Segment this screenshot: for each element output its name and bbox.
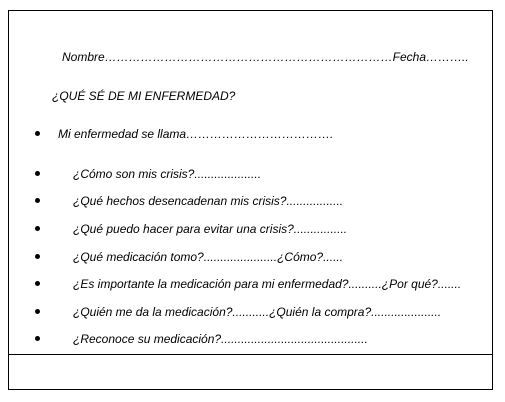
bullet-marker xyxy=(35,131,40,136)
list-item: ¿Reconoce su medicación?............................................ xyxy=(73,332,368,346)
bullet-marker xyxy=(35,198,40,203)
list-item: ¿Quién me da la medicación?...........¿Quién la compra?..................... xyxy=(73,305,442,319)
bullet-marker xyxy=(35,171,40,176)
section-heading: ¿QUÉ SÉ DE MI ENFERMEDAD? xyxy=(52,89,236,103)
list-item: ¿Qué puedo hacer para evitar una crisis?................ xyxy=(73,222,348,236)
name-date-line: Nombre………………………………………………………………Fecha……….. xyxy=(62,50,469,64)
bullet-marker xyxy=(35,281,40,286)
bullet-marker xyxy=(35,309,40,314)
bullet-marker xyxy=(35,336,40,341)
list-item: ¿Cómo son mis crisis?.................... xyxy=(73,167,262,181)
list-item: ¿Qué hechos desencadenan mis crisis?................. xyxy=(73,194,344,208)
list-item: ¿Qué medicación tomo?......................¿Cómo?...... xyxy=(73,250,344,264)
list-item: ¿Es importante la medicación para mi enfermedad?..........¿Por qué?....... xyxy=(73,277,462,291)
form-divider xyxy=(9,354,492,355)
list-item: Mi enfermedad se llama………………………………. xyxy=(58,127,334,141)
bullet-marker xyxy=(35,226,40,231)
bullet-marker xyxy=(35,254,40,259)
